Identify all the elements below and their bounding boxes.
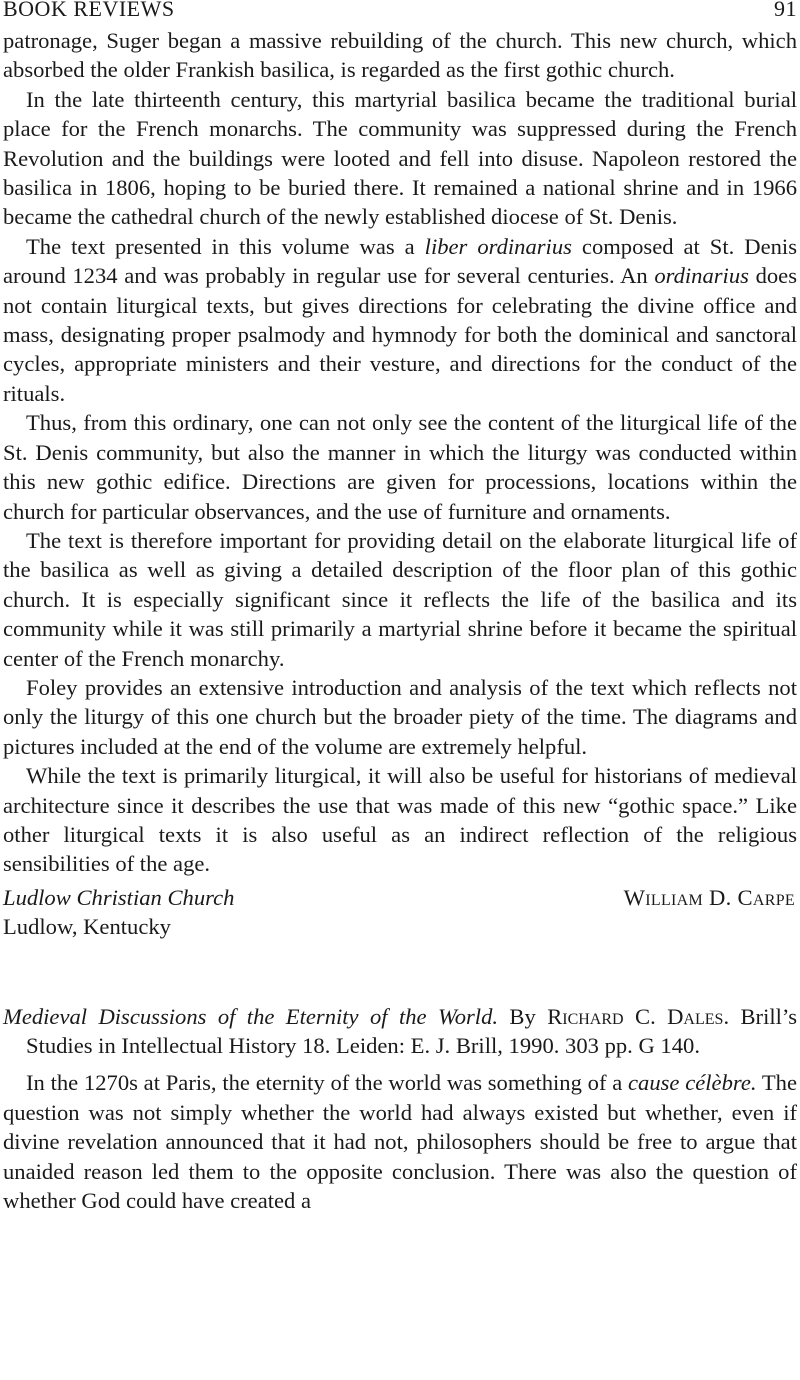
reviewer-city: Ludlow, Kentucky (3, 914, 171, 940)
publication-details: . Brill’s Studies in Intellectual History 18. Leiden: E. J. Brill, 1990. 303 pp. G 140. (26, 1003, 797, 1058)
text-run: does not contain liturgical texts, but gives directions for celebrating the divine office and mass, designating proper psalmody and hymnody for both the dominical and sanctoral cycles, appropriate ministers and their vesture, and directions for the conduct of the rituals. (3, 263, 797, 406)
reviewer-institution: Ludlow Christian Church (3, 884, 235, 910)
page-number: 91 (774, 0, 797, 21)
paragraph: patronage, Suger began a massive rebuilding of the church. This new church, which absorbed the older Frankish basilica, is regarded as the first gothic church. (3, 28, 797, 83)
text-run: The text presented in this volume was a (26, 233, 425, 259)
paragraph: In the late thirteenth century, this martyrial basilica became the traditional burial place for the French monarchs. The community was suppressed during the French Revolution and the buildings were looted and fell into disuse. Napoleon restored the basilica in 1806, hoping to be buried there. It remained a national shrine and in 1966 became the cathedral church of the newly established diocese of St. Denis. (3, 86, 797, 230)
book-title: Medieval Discussions of the Eternity of the World. (3, 1003, 499, 1029)
text-run: The question was not simply whether the world had always existed but whether, even if divine revelation announced that it had not, philosophers should be free to argue that unaided reason led them to the opposite conclusion. There was also the question of whether God could have created a (3, 1070, 797, 1214)
running-head-title: BOOK REVIEWS (3, 0, 175, 21)
paragraph (3, 232, 797, 408)
running-head (3, 0, 797, 26)
text-run: In the 1270s at Paris, the eternity of the world was something of a (26, 1070, 629, 1096)
text-run: By (498, 1003, 548, 1029)
paragraph: Foley provides an extensive introduction and analysis of the text which reflects not only the liturgy of this one church but the broader piety of the time. The diagrams and pictures included at the end of the volume are extremely helpful. (3, 674, 797, 759)
paragraph (3, 1068, 797, 1215)
review-eternity (3, 1068, 797, 1215)
text-run: composed at St. Denis around 1234 and was probably in regular use for several centuries. An (3, 233, 798, 289)
paragraph: The text is therefore important for providing detail on the elaborate liturgical life of the basilica as well as giving a detailed description of the floor plan of this gothic church. It is especially significant since it reflects the life of the basilica and its community while it was still primarily a martyrial shrine before it became the spiritual center of the French monarchy. (3, 527, 797, 671)
italic-term: ordinarius (654, 263, 749, 289)
paragraph: While the text is primarily liturgical, it will also be useful for historians of medieval architecture since it describes the use that was made of this new “gothic space.” Like other liturgical texts it is also useful as an indirect reflection of the religious sensibilities of the age. (3, 763, 797, 877)
review-heading (3, 1002, 797, 1061)
reviewer-name: William D. Carpe (623, 884, 795, 910)
italic-term: liber ordinarius (424, 233, 572, 259)
reviewer-signature (3, 883, 797, 912)
paragraph: Thus, from this ordinary, one can not only see the content of the liturgical life of the St. Denis community, but also the manner in which the liturgy was conducted within this new gothic edifice. Directions are given for processions, locations within the church for particular observances, and the use of furniture and ornaments. (3, 410, 797, 524)
review-basilica (3, 26, 797, 942)
italic-term: cause célèbre. (628, 1070, 757, 1096)
book-author: Richard C. Dales (547, 1003, 724, 1029)
